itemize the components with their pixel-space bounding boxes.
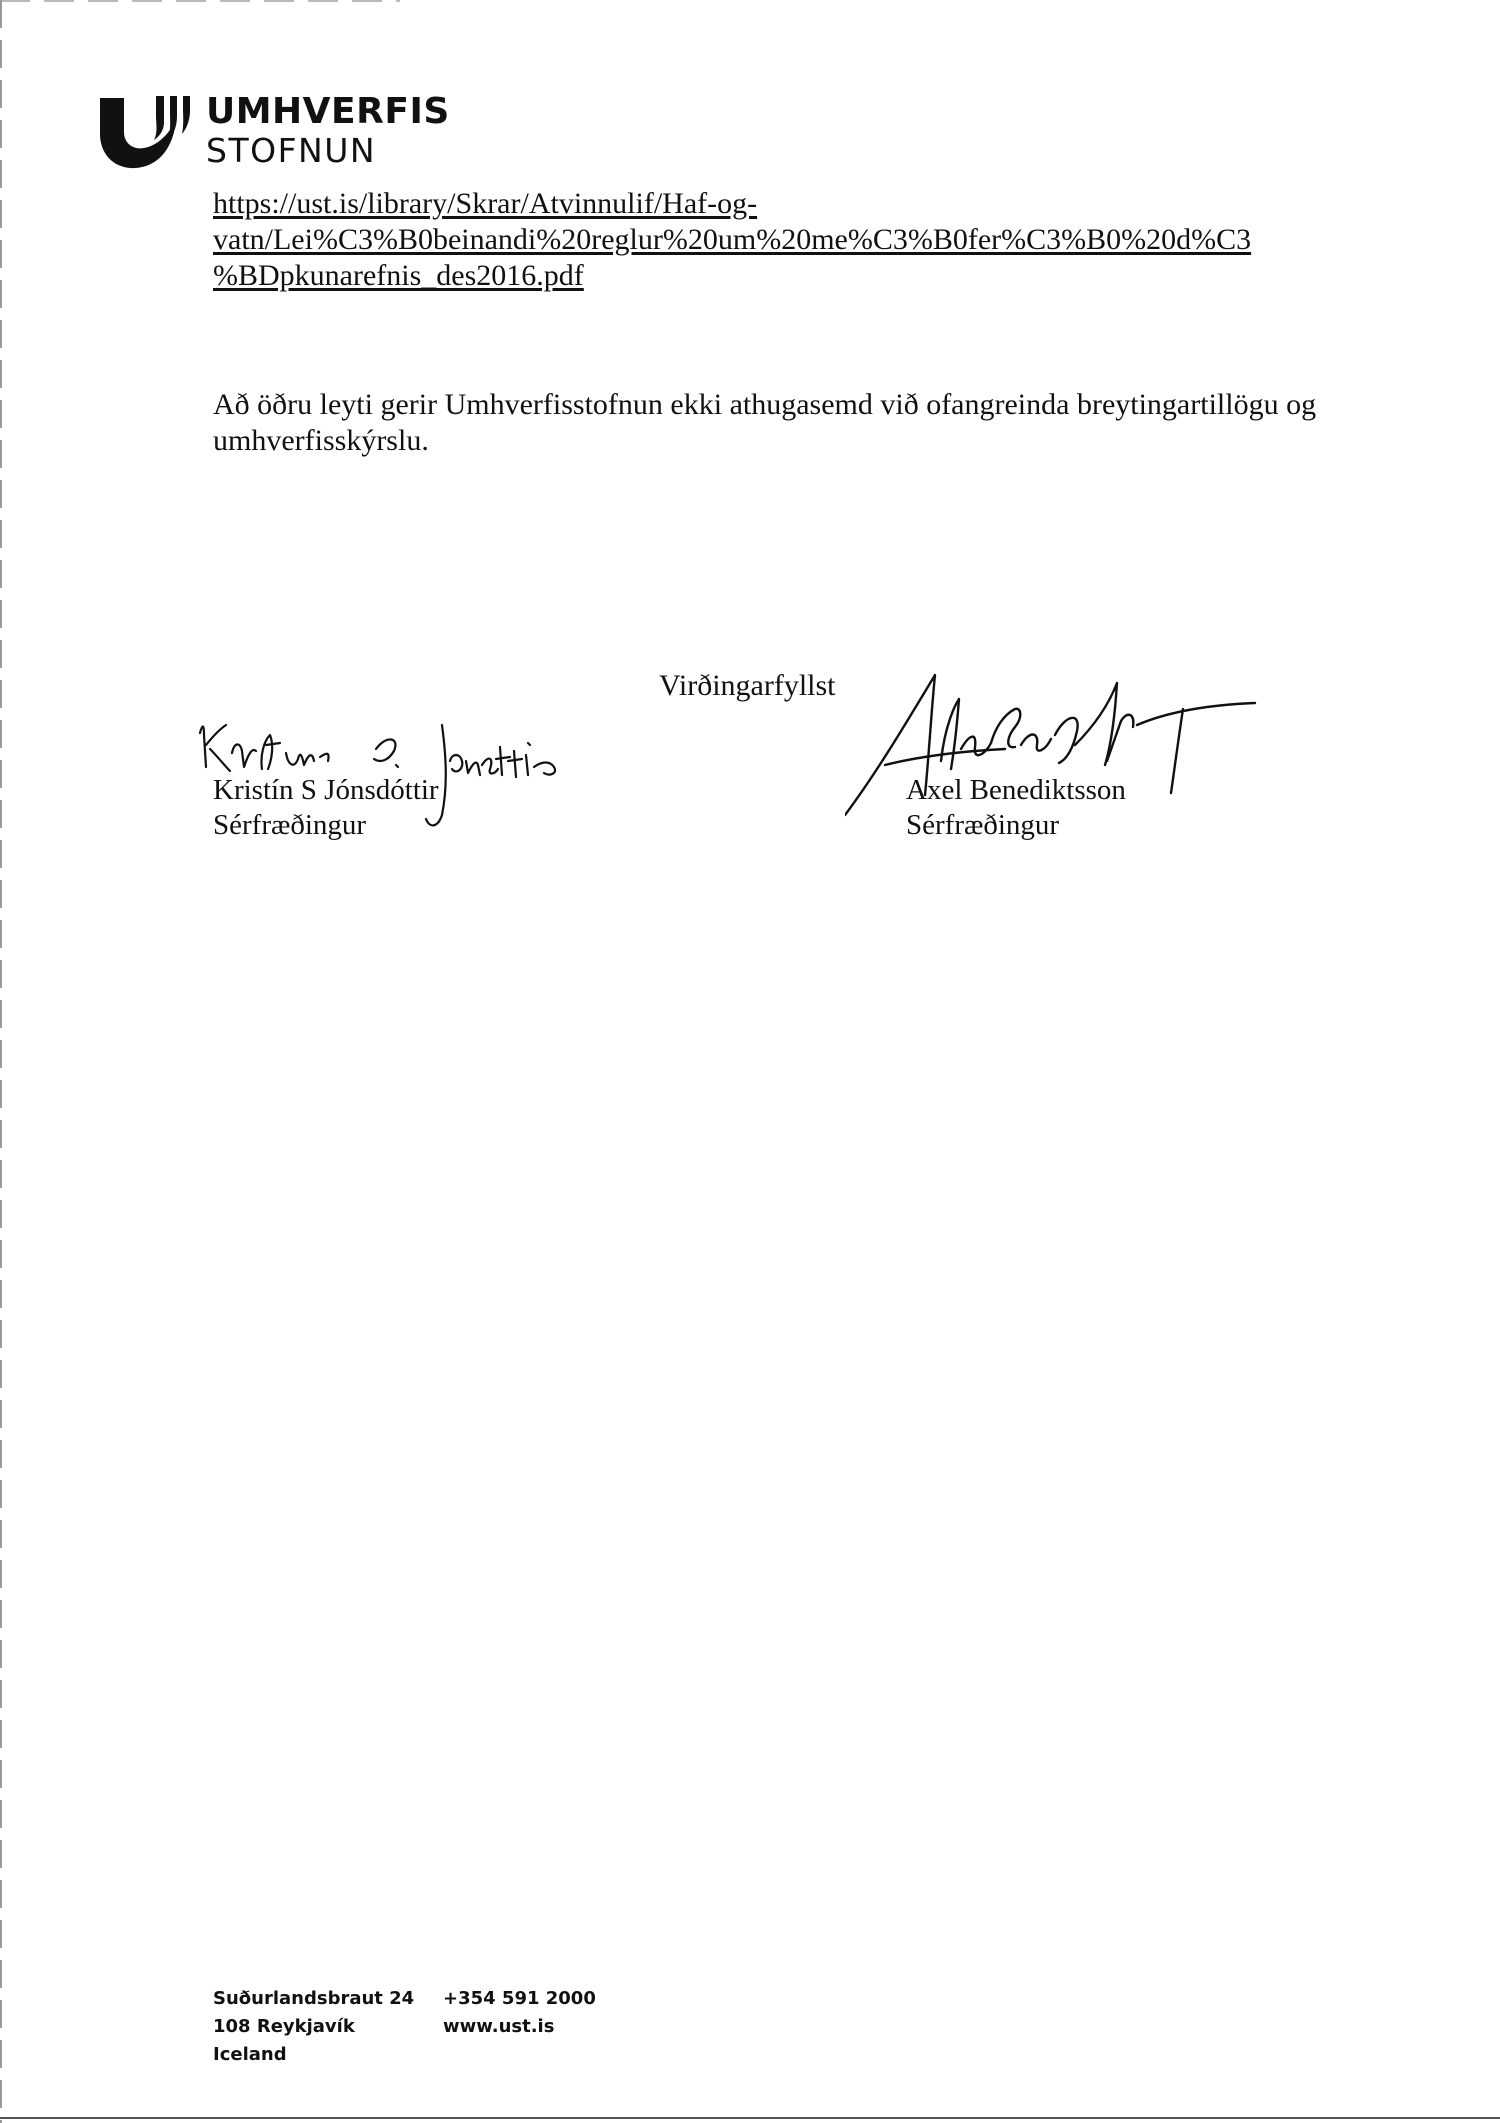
logo-text [206, 91, 450, 170]
signer-left-title: Sérfræðingur [213, 809, 367, 841]
document-link[interactable] [213, 186, 1313, 294]
logo-line2: STOFNUN [206, 131, 377, 170]
footer-address-line-1: Suðurlandsbraut 24 [213, 1988, 415, 2009]
signer-right-title: Sérfræðingur [906, 809, 1060, 841]
signer-right [906, 773, 1126, 843]
page-edge-left [0, 0, 2, 2123]
logo [98, 92, 450, 170]
closing-salutation: Virðingarfyllst [659, 669, 836, 702]
signer-right-name: Axel Benediktsson [906, 774, 1126, 806]
link-line-1[interactable]: https://ust.is/library/Skrar/Atvinnulif/Haf-og- [213, 187, 758, 220]
footer-address-line-3: Iceland [213, 2044, 287, 2065]
footer-phone: +354 591 2000 [443, 1988, 596, 2009]
footer-address [213, 1985, 414, 2069]
link-line-2[interactable]: vatn/Lei%C3%B0beinandi%20reglur%20um%20me%C3%B0fer%C3%B0%20d%C3 [213, 223, 1252, 256]
footer-website[interactable]: www.ust.is [443, 2016, 555, 2037]
signer-left-name: Kristín S Jónsdóttir [213, 774, 439, 806]
logo-line1: UMHVERFIS [206, 91, 450, 132]
signer-left [213, 773, 439, 843]
footer-address-line-2: 108 Reykjavík [213, 2016, 355, 2037]
footer-contact [443, 1985, 596, 2041]
link-line-3[interactable]: %BDpkunarefnis_des2016.pdf [213, 259, 584, 292]
page-edge-bottom [0, 2117, 1500, 2119]
body-paragraph: Að öðru leyti gerir Umhverfisstofnun ekki athugasemd við ofangreinda breytingartillögu og umhverfisskýrslu. [213, 388, 1317, 457]
umhverfisstofnun-logo-icon [98, 92, 196, 170]
page-edge-top [0, 0, 400, 2]
